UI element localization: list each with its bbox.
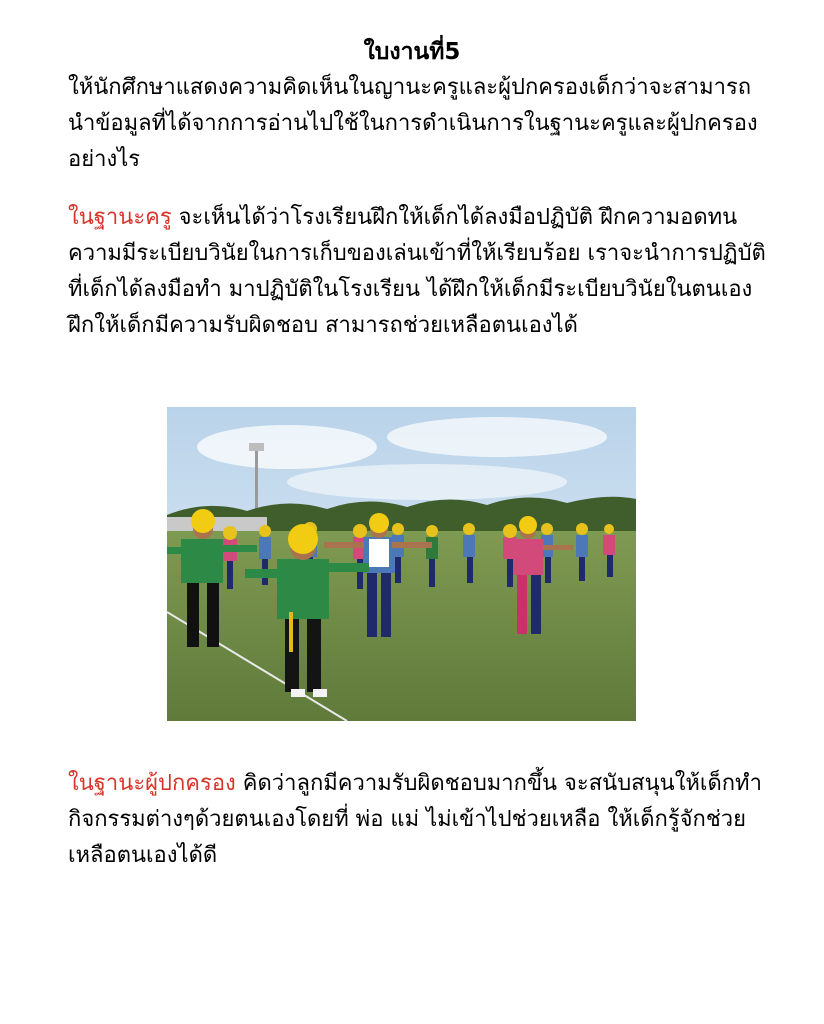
teacher-body-text: จะเห็นได้ว่าโรงเรียนฝึกให้เด็กได้ลงมือปฏิบัติ ฝึกความอดทน ความมีระเบียบวินัยในการเก็บของเล่นเข้าที่ให้เรียบร้อย เราจะนำการปฏิบัติที่เด็กได้ลงมือทำ มาปฏิบัติในโรงเรียน ได้ฝึกให้เด็กมีระเบียบวินัยในตนเอง ฝึกให้เด็กมีความรับผิดชอบ สามารถช่วยเหลือตนเองได้ [68,205,766,338]
teacher-paragraph [68,200,768,344]
parent-lead-label: ในฐานะผู้ปกครอง [68,771,236,796]
students-exercise-photo [167,407,636,721]
instruction-text: ให้นักศึกษาแสดงความคิดเห็นในญานะครูและผู้ปกครองเด็กว่าจะสามารถนำข้อมูลที่ได้จากการอ่านไปใช้ในการดำเนินการในฐานะครูและผู้ปกครองอย่างไร [68,75,758,172]
parent-body-text: คิดว่าลูกมีความรับผิดชอบมากขึ้น จะสนับสนุนให้เด็กทำกิจกรรมต่างๆด้วยตนเองโดยที่ พ่อ แม่ ไม่เข้าไปช่วยเหลือ ให้เด็กรู้จักช่วยเหลือตนเองได้ดี [68,771,762,868]
worksheet-title: ใบงานที่5 [363,39,461,65]
parent-paragraph [68,766,768,874]
teacher-lead-label: ในฐานะครู [68,205,172,230]
